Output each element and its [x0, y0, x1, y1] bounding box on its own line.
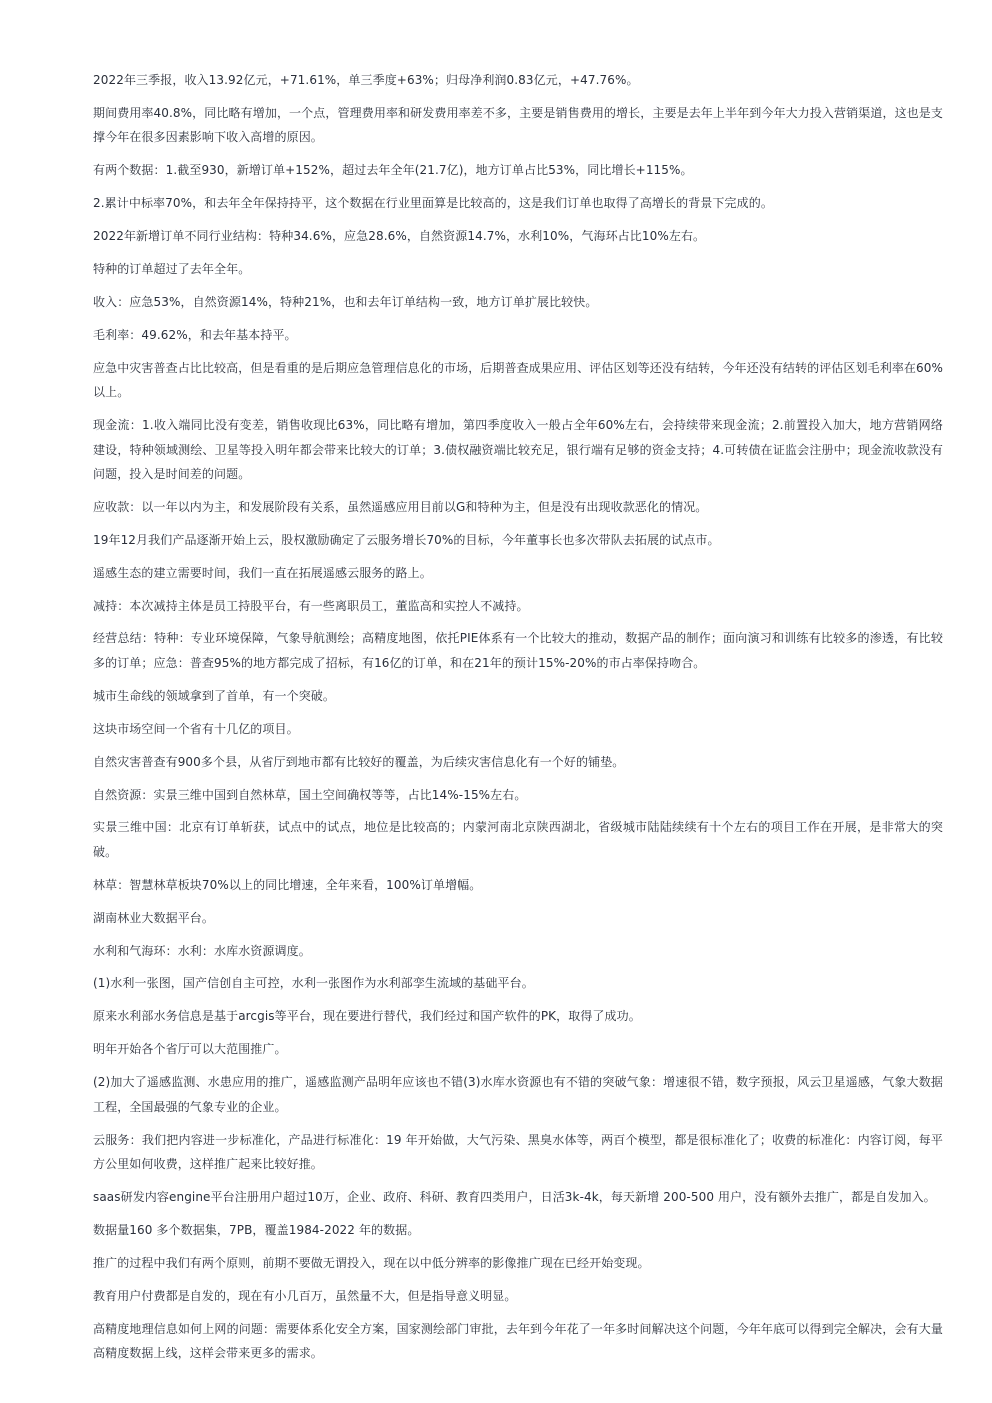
paragraph-city-lifeline: 城市生命线的领域拿到了首单，有一个突破。	[93, 688, 336, 703]
paragraph-high-precision: 高精度地理信息如何上网的问题：需要体系化安全方案，国家测绘部门审批，去年到今年花了一年多时间解决这个问题，今年年底可以得到完全解决，会有大量高精度数据上线，这样会带来更多的需求。	[93, 1321, 943, 1360]
paragraph-business-summary: 经营总结：特种：专业环境保障，气象导航测绘；高精度地图，依托PIE体系有一个比较大的推动，数据产品的制作；面向演习和训练有比较多的渗透，有比较多的订单；应急：普查95%的地方都完成了招标，有16亿的订单，和在21年的预计15%-20%的市占率保持吻合。	[93, 631, 943, 670]
paragraph-water-map: (1)水利一张图，国产信创自主可控，水利一张图作为水利部孪生流域的基础平台。	[93, 976, 534, 991]
paragraph-cash-flow: 现金流：1.收入端同比没有变差，销售收现比63%，同比略有增加，第四季度收入一般占全年60%左右，会持续带来现金流；2.前置投入加大，地方营销网络建设，特种领域测绘、卫星等投入明年都会带来比较大的订单；3.债权融资端比较充足，银行端有足够的资金支持；4.可转债在证监会注册中；现金流收款没有问题，投入是时间差的问题。	[93, 418, 943, 482]
paragraph-q3-report: 2022年三季报，收入13.92亿元，+71.61%，单三季度+63%；归母净利润0.83亿元，+47.76%。	[93, 73, 639, 87]
paragraph-special-orders: 特种的订单超过了去年全年。	[93, 261, 251, 276]
paragraph-remote-sensing: (2)加大了遥感监测、水患应用的推广，遥感监测产品明年应该也不错(3)水库水资源也有不错的突破气象：增速很不错，数字预报，风云卫星遥感，气象大数据工程，全国最强的气象专业的企业。	[93, 1075, 943, 1114]
paragraph-bid-rate: 2.累计中标率70%，和去年全年保持持平，这个数据在行业里面算是比较高的，这是我们订单也取得了高增长的背景下完成的。	[93, 196, 773, 211]
paragraph-new-orders: 有两个数据：1.截至930，新增订单+152%，超过去年全年(21.7亿)，地方订单占比53%，同比增长+115%。	[93, 163, 693, 178]
paragraph-natural-resources: 自然资源：实景三维中国到自然林草，国土空间确权等等，占比14%-15%左右。	[93, 787, 527, 802]
paragraph-data-volume: 数据量160 多个数据集，7PB，覆盖1984-2022 年的数据。	[93, 1222, 420, 1237]
paragraph-share-reduction: 减持：本次减持主体是员工持股平台，有一些离职员工，董监高和实控人不减持。	[93, 598, 529, 613]
paragraph-cloud-start: 19年12月我们产品逐渐开始上云，股权激励确定了云服务增长70%的目标，今年董事长也多次带队去拓展的试点市。	[93, 532, 720, 547]
paragraph-gross-margin: 毛利率：49.62%，和去年基本持平。	[93, 327, 297, 342]
paragraph-3d-china: 实景三维中国：北京有订单斩获，试点中的试点，地位是比较高的；内蒙河南北京陕西湖北，省级城市陆陆续续有十个左右的项目工作在开展，是非常大的突破。	[93, 820, 943, 859]
paragraph-order-structure: 2022年新增订单不同行业结构：特种34.6%，应急28.6%，自然资源14.7%，水利10%，气海环占比10%左右。	[93, 229, 706, 244]
paragraph-forestry: 林草：智慧林草板块70%以上的同比增速，全年来看，100%订单增幅。	[93, 877, 482, 892]
paragraph-emergency: 应急中灾害普查占比比较高，但是看重的是后期应急管理信息化的市场，后期普查成果应用、评估区划等还没有结转，今年还没有结转的评估区划毛利率在60%以上。	[93, 360, 943, 400]
paragraph-arcgis-replacement: 原来水利部水务信息是基于arcgis等平台，现在要进行替代，我们经过和国产软件的PK，取得了成功。	[93, 1009, 641, 1024]
paragraph-water-climate: 水利和气海环：水利：水库水资源调度。	[93, 943, 311, 958]
paragraph-saas: saas研发内容engine平台注册用户超过10万，企业、政府、科研、教育四类用户，日活3k-4k，每天新增 200-500 用户，没有额外去推广，都是自发加入。	[93, 1189, 936, 1204]
paragraph-revenue-mix: 收入：应急53%，自然资源14%，特种21%，也和去年订单结构一致，地方订单扩展比较快。	[93, 294, 598, 309]
document-body	[93, 68, 943, 1374]
paragraph-promotion: 推广的过程中我们有两个原则，前期不要做无谓投入，现在以中低分辨率的影像推广现在已经开始变现。	[93, 1255, 650, 1270]
paragraph-education: 教育用户付费都是自发的，现在有小几百万，虽然量不大，但是指导意义明显。	[93, 1288, 517, 1303]
paragraph-ecosystem: 遥感生态的建立需要时间，我们一直在拓展遥感云服务的路上。	[93, 565, 432, 580]
paragraph-receivables: 应收款：以一年以内为主，和发展阶段有关系，虽然遥感应用目前以G和特种为主，但是没有出现收款恶化的情况。	[93, 499, 708, 514]
paragraph-province-rollout: 明年开始各个省厅可以大范围推广。	[93, 1042, 287, 1057]
paragraph-expense-ratio: 期间费用率40.8%，同比略有增加，一个点，管理费用率和研发费用率差不多，主要是销售费用的增长，主要是去年上半年到今年大力投入营销渠道，这也是支撑今年在很多因素影响下收入高增的原因。	[93, 105, 943, 145]
paragraph-hunan-forestry: 湖南林业大数据平台。	[93, 910, 215, 925]
paragraph-market-space: 这块市场空间一个省有十几亿的项目。	[93, 721, 299, 736]
paragraph-cloud-service: 云服务：我们把内容进一步标准化，产品进行标准化：19 年开始做，大气污染、黑臭水体等，两百个模型，都是很标准化了；收费的标准化：内容订阅，每平方公里如何收费，这样推广起来比较好推。	[93, 1132, 943, 1172]
paragraph-disaster-census: 自然灾害普查有900多个县，从省厅到地市都有比较好的覆盖，为后续灾害信息化有一个好的铺垫。	[93, 754, 625, 769]
